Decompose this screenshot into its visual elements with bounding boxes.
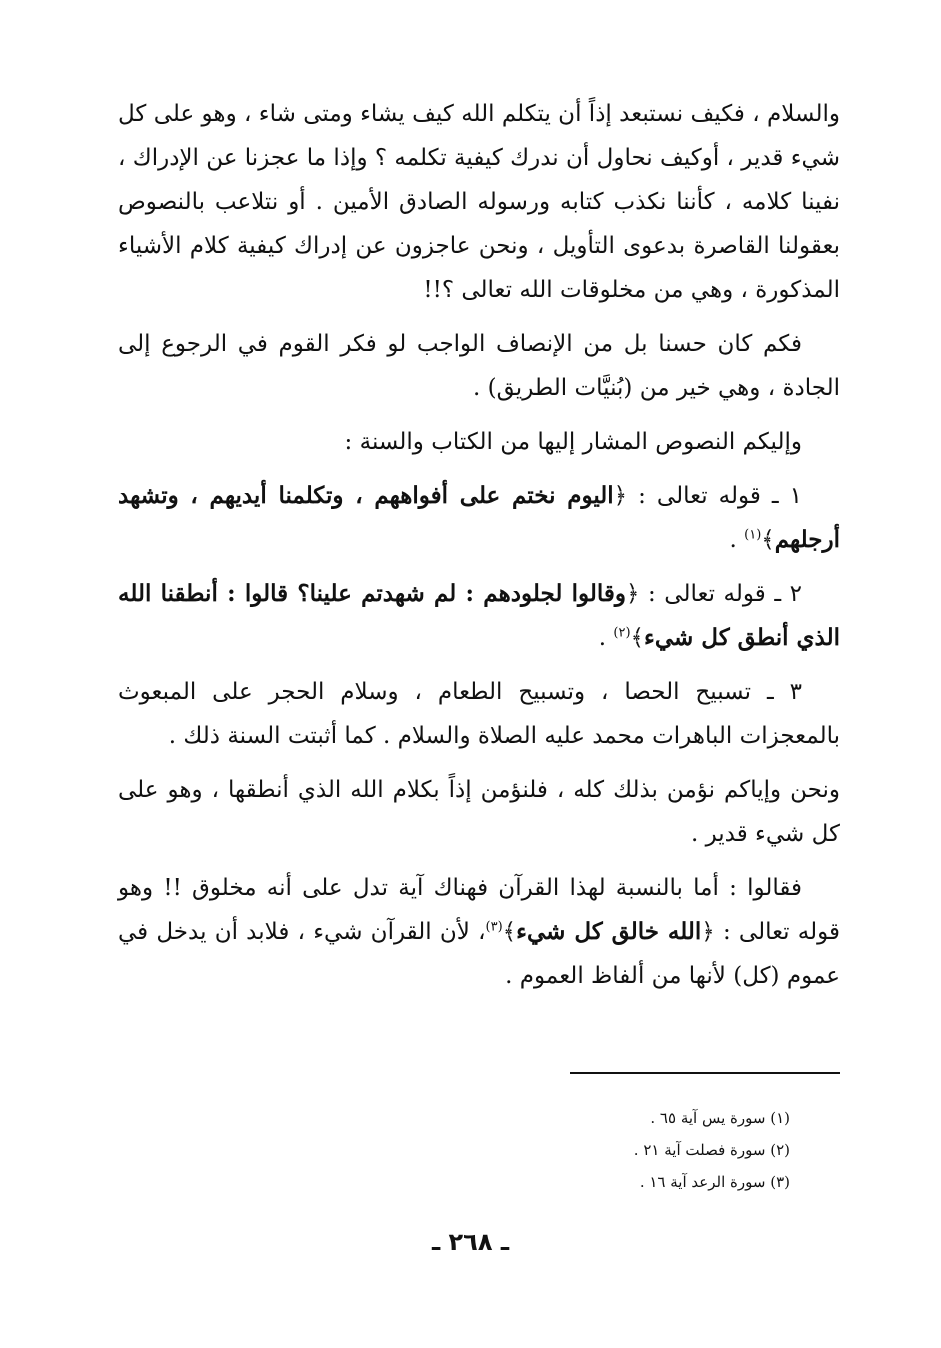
paragraph-2: فكم كان حسنا بل من الإنصاف الواجب لو فكر القوم في الرجوع إلى الجادة ، وهي خير من (بُنيَّات الطريق) . bbox=[118, 331, 840, 401]
footnote-2: (٢) سورة فصلت آية ٢١ . bbox=[633, 1141, 790, 1159]
item-2-quote: وقالوا لجلودهم : لم شهدتم علينا؟ قالوا : أنطقنا الله الذي أنطق كل شيء bbox=[118, 580, 840, 651]
footnote-ref-2: (٢) bbox=[613, 625, 631, 641]
footnote-ref-1: (١) bbox=[744, 527, 762, 543]
item-2-close: ﴾ bbox=[630, 625, 645, 651]
page-number: ـ ٢٦٨ ـ bbox=[431, 1228, 510, 1256]
footnote-ref-3: (٣) bbox=[485, 919, 503, 935]
item-1-quote: اليوم نختم على أفواههم ، وتكلمنا أيديهم ، وتشهد أرجلهم bbox=[118, 482, 840, 553]
item-1-end: . bbox=[729, 527, 745, 553]
item-2-end: . bbox=[598, 625, 614, 651]
main-text bbox=[118, 92, 840, 1008]
paragraph-5-quote: الله خالق كل شيء bbox=[516, 918, 702, 945]
footnote-divider bbox=[570, 1072, 840, 1074]
list-item-1 bbox=[118, 474, 840, 562]
paragraph-5-rest: ، لأن القرآن شيء ، فلابد أن يدخل في عموم (كل) لأنها من ألفاظ العموم . bbox=[118, 919, 840, 989]
paragraph-3: وإليكم النصوص المشار إليها من الكتاب والسنة : bbox=[344, 429, 802, 455]
paragraph-1: والسلام ، فكيف نستبعد إذاً أن يتكلم الله كيف يشاء ومتى شاء ، وهو على كل شيء قدير ، أوكيف نحاول أن ندرك كيفية تكلمه ؟ وإذا ما عجزنا عن الإدراك ، نفينا كلامه ، كأننا نكذب كتابه ورسوله الصادق الأمين . أو نتلاعب بالنصوص بعقولنا القاصرة بدعوى التأويل ، ونحن عاجزون عن إدراك كيفية كلام الأشياء المذكورة ، وهي من مخلوقات الله تعالى ؟!! bbox=[118, 101, 840, 303]
list-item-3: ٣ ـ تسبيح الحصا ، وتسبيح الطعام ، وسلام الحجر على المبعوث بالمعجزات الباهرات محمد عليه الصلاة والسلام . كما أثبتت السنة ذلك . bbox=[118, 679, 840, 749]
list-item-2 bbox=[118, 572, 840, 660]
item-1-lead: ١ ـ قوله تعالى : ﴿ bbox=[613, 483, 802, 509]
item-1-close: ﴾ bbox=[761, 527, 775, 553]
item-2-lead: ٢ ـ قوله تعالى : ﴿ bbox=[625, 581, 802, 607]
paragraph-4: ونحن وإياكم نؤمن بذلك كله ، فلنؤمن إذاً بكلام الله الذي أنطقها ، وهو على كل شيء قدير . bbox=[118, 777, 840, 847]
footnotes bbox=[500, 1102, 790, 1198]
paragraph-5 bbox=[118, 866, 840, 998]
footnote-3: (٣) سورة الرعد آية ١٦ . bbox=[639, 1173, 790, 1191]
paragraph-5-close: ﴾ bbox=[502, 919, 517, 945]
footnote-1: (١) سورة يس آية ٦٥ . bbox=[650, 1109, 790, 1127]
paragraph-5-lead: فقالوا : أما بالنسبة لهذا القرآن فهناك آية تدل على أنه مخلوق !! وهو قوله تعالى : ﴿ bbox=[118, 875, 841, 945]
